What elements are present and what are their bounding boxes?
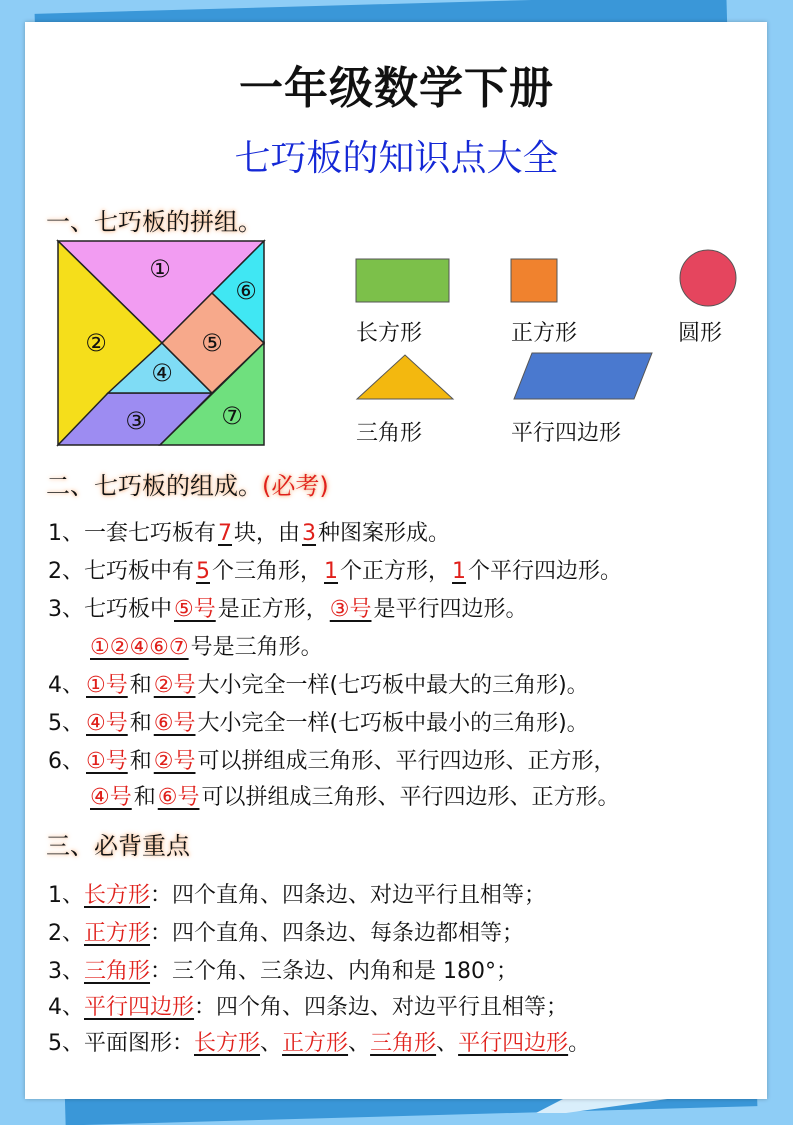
piece-label-6: ⑥ <box>235 277 257 305</box>
parallelogram-label: 平行四边形 <box>511 421 622 446</box>
section-1-heading: 一、七巧板的拼组。 <box>46 208 262 236</box>
piece-label-4: ④ <box>151 359 173 387</box>
square-label: 正方形 <box>511 321 578 346</box>
circle-shape <box>678 248 740 310</box>
key-point-4: 4、平行四边形：四个角、四条边、对边平行且相等； <box>48 995 569 1020</box>
page-title: 一年级数学下册 <box>239 63 554 114</box>
composition-line-2: 2、七巧板中有5个三角形，1个正方形，1个平行四边形。 <box>48 559 623 584</box>
piece-label-5: ⑤ <box>201 329 223 357</box>
section-3-heading: 三、必背重点 <box>46 832 190 860</box>
composition-line-1: 1、一套七巧板有7块，由3种图案形成。 <box>48 521 451 546</box>
composition-line-5: 5、④号和⑥号大小完全一样(七巧板中最小的三角形)。 <box>48 711 589 736</box>
composition-line-3b: ①②④⑥⑦号是三角形。 <box>90 635 323 660</box>
must-test-tag: (必考) <box>262 472 329 500</box>
piece-label-1: ① <box>149 255 171 283</box>
square-shape <box>510 258 560 304</box>
piece-label-3: ③ <box>125 407 147 435</box>
page-subtitle: 七巧板的知识点大全 <box>234 138 559 179</box>
tangram-diagram <box>56 239 268 449</box>
composition-line-4: 4、①号和②号大小完全一样(七巧板中最大的三角形)。 <box>48 673 589 698</box>
composition-line-3: 3、七巧板中⑤号是正方形，③号是平行四边形。 <box>48 597 528 622</box>
parallelogram-shape <box>512 351 654 401</box>
key-point-1: 1、长方形：四个直角、四条边、对边平行且相等； <box>48 883 547 908</box>
triangle-shape <box>355 353 455 401</box>
circle-label: 圆形 <box>678 321 723 346</box>
composition-line-6b: ④号和⑥号可以拼组成三角形、平行四边形、正方形。 <box>90 785 620 810</box>
key-point-3: 3、三角形：三个角、三条边、内角和是 180°； <box>48 959 519 984</box>
section-2-heading: 二、七巧板的组成。(必考) <box>46 472 329 500</box>
key-point-5: 5、平面图形：长方形、正方形、三角形、平行四边形。 <box>48 1031 591 1056</box>
rectangle-shape <box>355 258 451 304</box>
composition-line-6: 6、①号和②号可以拼组成三角形、平行四边形、正方形， <box>48 749 616 774</box>
piece-label-2: ② <box>85 329 107 357</box>
triangle-label: 三角形 <box>356 421 423 446</box>
key-point-2: 2、正方形：四个直角、四条边、每条边都相等； <box>48 921 525 946</box>
piece-label-7: ⑦ <box>221 402 243 430</box>
rectangle-label: 长方形 <box>356 321 423 346</box>
